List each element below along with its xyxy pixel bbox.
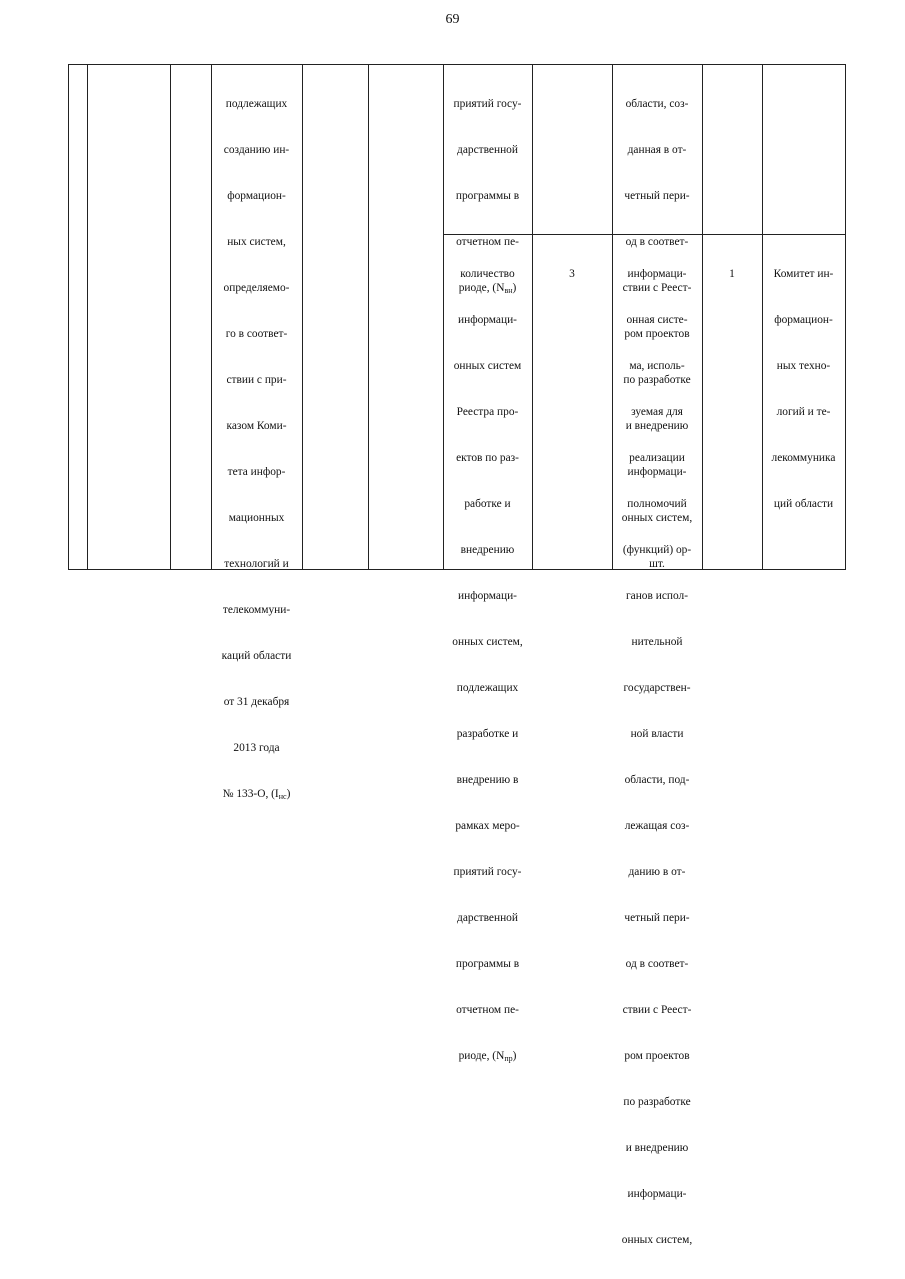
page-number: 69 (445, 12, 460, 27)
column-divider (532, 64, 533, 570)
value-cell-1: 1 (729, 267, 735, 280)
value-cell-3: 3 (569, 267, 575, 280)
column-divider (702, 64, 703, 570)
column-divider (87, 64, 88, 570)
table-border-right (845, 64, 846, 570)
column-divider (170, 64, 171, 570)
description-text-cell-bottom: информаци- онная систе- ма, исполь- зуемая для реализации полномочий (функций) ор- ганов испол- нительной государствен- ной власти области, под- лежащая соз- данию в от- четный пери- од в соответ- ствии с Реест- ром проектов по разработке и внедрению информаци- онных систем, (621, 267, 693, 1247)
column-divider (302, 64, 303, 570)
table-border-top (68, 64, 846, 65)
description-text-cell-top: области, соз- данная в от- четный пери- од в соответ- ствии с Реест- ром проектов по разработке и внедрению информаци- онных систем, шт. (621, 97, 693, 570)
indicator-text-cell-top: приятий госу- дарственной программы в отчетном пе- риоде, $(N_{вн})$ (453, 97, 522, 295)
criterion-text-cell: подлежащих созданию ин- формацион- ных систем, определяемо- го в соответ- ствии с при- казом Коми- тета инфор- мационных технологий и телекоммуни- каций области от 31 декабря 2013 года № 133-О, $(I_{нс})$ (221, 97, 292, 802)
column-divider (368, 64, 369, 570)
responsible-cell: Комитет ин- формацион- ных техно- логий и те- лекоммуника ций области (771, 267, 836, 510)
indicator-text-cell-bottom: количество информаци- онных систем Реестра про- ектов по раз- работке и внедрению информаци- онных систем, подлежащих разработке и внедрению в рамках меро- приятий госу- дарственной программы в отчетном пе- риоде, $(N_{пр})$ (452, 267, 523, 1064)
table-border-left (68, 64, 69, 570)
